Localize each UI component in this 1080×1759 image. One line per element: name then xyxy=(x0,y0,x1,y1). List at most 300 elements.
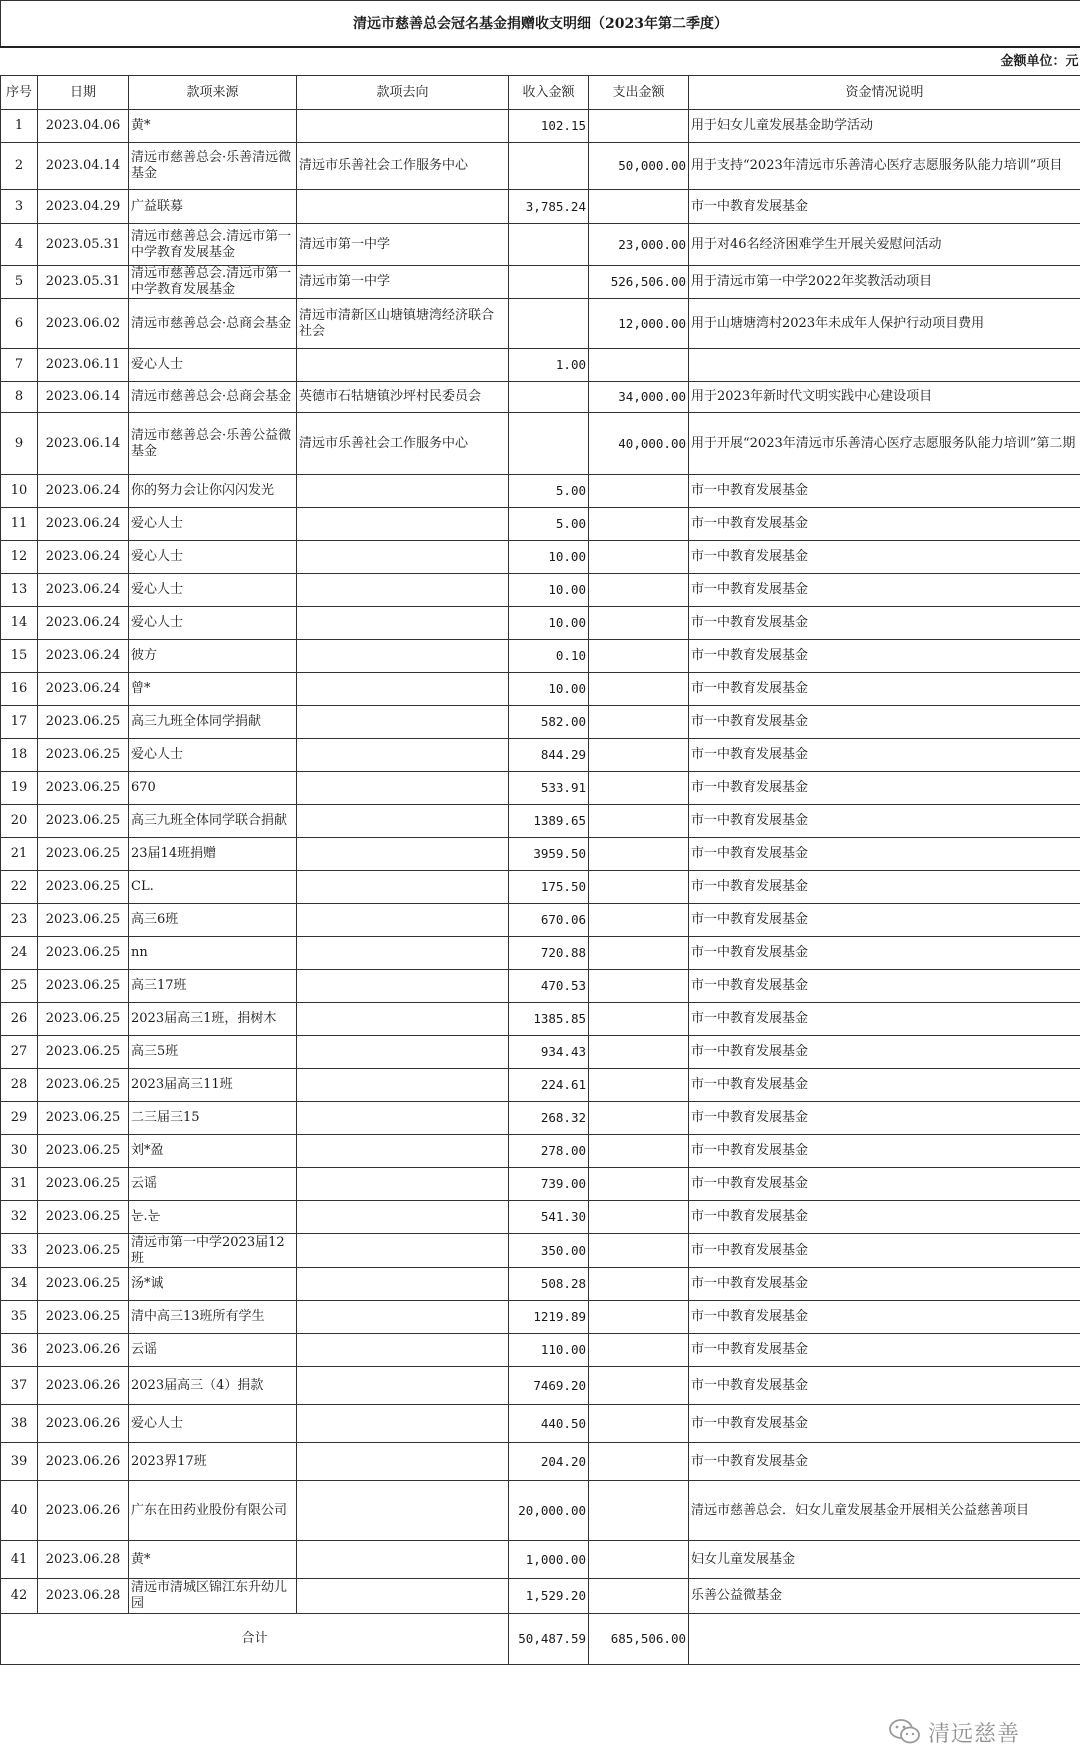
header-destination: 款项去向 xyxy=(297,76,509,110)
row-destination: 清远市第一中学 xyxy=(297,266,509,299)
row-notes: 市一中教育发展基金 xyxy=(689,1036,1080,1069)
table-row xyxy=(1,706,1080,739)
row-date: 2023.06.25 xyxy=(38,970,129,1003)
row-income: 440.50 xyxy=(509,1405,589,1443)
row-seq: 7 xyxy=(1,349,38,382)
row-expense xyxy=(589,541,689,574)
row-date: 2023.06.25 xyxy=(38,838,129,871)
row-income: 5.00 xyxy=(509,508,589,541)
row-expense xyxy=(589,871,689,904)
table-row xyxy=(1,1481,1080,1541)
row-destination xyxy=(297,475,509,508)
row-destination xyxy=(297,1579,509,1614)
row-destination xyxy=(297,541,509,574)
row-seq: 35 xyxy=(1,1301,38,1334)
row-seq: 3 xyxy=(1,190,38,224)
header-row xyxy=(1,76,1080,110)
row-expense xyxy=(589,937,689,970)
row-seq: 5 xyxy=(1,266,38,299)
row-source: 爱心人士 xyxy=(129,508,297,541)
row-seq: 27 xyxy=(1,1036,38,1069)
row-date: 2023.06.25 xyxy=(38,1301,129,1334)
total-notes xyxy=(689,1614,1080,1665)
row-expense xyxy=(589,1003,689,1036)
row-income: 0.10 xyxy=(509,640,589,673)
table-row xyxy=(1,1135,1080,1168)
row-date: 2023.06.25 xyxy=(38,871,129,904)
row-seq: 8 xyxy=(1,382,38,413)
row-notes: 市一中教育发展基金 xyxy=(689,1069,1080,1102)
total-label: 合计 xyxy=(1,1614,509,1665)
row-destination xyxy=(297,1405,509,1443)
row-notes: 市一中教育发展基金 xyxy=(689,1102,1080,1135)
row-seq: 41 xyxy=(1,1541,38,1579)
row-seq: 39 xyxy=(1,1443,38,1481)
row-seq: 30 xyxy=(1,1135,38,1168)
table-row xyxy=(1,805,1080,838)
row-income: 268.32 xyxy=(509,1102,589,1135)
row-expense xyxy=(589,1541,689,1579)
row-expense xyxy=(589,1036,689,1069)
row-source: 清远市慈善总会.清远市第一中学教育发展基金 xyxy=(129,224,297,266)
row-income: 934.43 xyxy=(509,1036,589,1069)
row-notes xyxy=(689,349,1080,382)
row-seq: 4 xyxy=(1,224,38,266)
row-destination xyxy=(297,349,509,382)
row-income: 20,000.00 xyxy=(509,1481,589,1541)
row-date: 2023.06.28 xyxy=(38,1579,129,1614)
table-row xyxy=(1,1102,1080,1135)
row-expense xyxy=(589,706,689,739)
row-expense xyxy=(589,739,689,772)
row-notes: 市一中教育发展基金 xyxy=(689,706,1080,739)
row-expense xyxy=(589,838,689,871)
row-source: 爱心人士 xyxy=(129,541,297,574)
watermark-text: 清远慈善 xyxy=(928,1721,1021,1747)
table-row xyxy=(1,838,1080,871)
row-expense: 50,000.00 xyxy=(589,143,689,190)
row-seq: 36 xyxy=(1,1334,38,1367)
row-seq: 19 xyxy=(1,772,38,805)
row-expense: 40,000.00 xyxy=(589,413,689,475)
row-income: 278.00 xyxy=(509,1135,589,1168)
row-date: 2023.06.11 xyxy=(38,349,129,382)
table-row xyxy=(1,607,1080,640)
table-row xyxy=(1,266,1080,299)
row-seq: 40 xyxy=(1,1481,38,1541)
row-notes: 市一中教育发展基金 xyxy=(689,871,1080,904)
row-source: 670 xyxy=(129,772,297,805)
row-source: 爱心人士 xyxy=(129,607,297,640)
row-seq: 32 xyxy=(1,1201,38,1234)
table-row xyxy=(1,1334,1080,1367)
row-source: 爱心人士 xyxy=(129,1405,297,1443)
row-income: 1389.65 xyxy=(509,805,589,838)
row-source: 你的努力会让你闪闪发光 xyxy=(129,475,297,508)
row-destination: 清远市第一中学 xyxy=(297,224,509,266)
row-seq: 13 xyxy=(1,574,38,607)
row-source: 清远市慈善总会·总商会基金 xyxy=(129,299,297,349)
row-notes: 市一中教育发展基金 xyxy=(689,190,1080,224)
row-date: 2023.06.26 xyxy=(38,1443,129,1481)
row-notes: 用于清远市第一中学2022年奖教活动项目 xyxy=(689,266,1080,299)
row-notes: 用于对46名经济困难学生开展关爱慰问活动 xyxy=(689,224,1080,266)
row-seq: 14 xyxy=(1,607,38,640)
row-destination xyxy=(297,1036,509,1069)
row-source: 高三5班 xyxy=(129,1036,297,1069)
header-notes: 资金情况说明 xyxy=(689,76,1080,110)
header-seq: 序号 xyxy=(1,76,38,110)
row-notes: 市一中教育发展基金 xyxy=(689,739,1080,772)
row-destination xyxy=(297,970,509,1003)
row-notes: 市一中教育发展基金 xyxy=(689,1367,1080,1405)
row-source: 23届14班捐赠 xyxy=(129,838,297,871)
row-expense xyxy=(589,1334,689,1367)
table-row xyxy=(1,382,1080,413)
row-seq: 2 xyxy=(1,143,38,190)
row-destination xyxy=(297,1541,509,1579)
row-destination xyxy=(297,1268,509,1301)
row-date: 2023.06.26 xyxy=(38,1367,129,1405)
row-source: 高三6班 xyxy=(129,904,297,937)
row-expense xyxy=(589,190,689,224)
row-date: 2023.06.25 xyxy=(38,1003,129,1036)
table-row xyxy=(1,541,1080,574)
row-expense xyxy=(589,1405,689,1443)
row-seq: 9 xyxy=(1,413,38,475)
row-income: 541.30 xyxy=(509,1201,589,1234)
table-row xyxy=(1,475,1080,508)
row-notes: 市一中教育发展基金 xyxy=(689,1334,1080,1367)
row-seq: 24 xyxy=(1,937,38,970)
unit-row xyxy=(1,47,1080,76)
row-source: 高三九班全体同学捐献 xyxy=(129,706,297,739)
row-notes: 市一中教育发展基金 xyxy=(689,574,1080,607)
row-income: 10.00 xyxy=(509,574,589,607)
row-source: 清远市第一中学2023届12班 xyxy=(129,1234,297,1268)
row-date: 2023.06.28 xyxy=(38,1541,129,1579)
row-date: 2023.06.25 xyxy=(38,1036,129,1069)
row-expense xyxy=(589,772,689,805)
table-row xyxy=(1,224,1080,266)
row-notes: 用于山塘塘湾村2023年未成年人保护行动项目费用 xyxy=(689,299,1080,349)
row-income: 720.88 xyxy=(509,937,589,970)
row-destination xyxy=(297,871,509,904)
row-seq: 37 xyxy=(1,1367,38,1405)
row-source: 2023届高三1班，捐树木 xyxy=(129,1003,297,1036)
table-row xyxy=(1,1367,1080,1405)
row-income: 102.15 xyxy=(509,110,589,143)
row-notes: 市一中教育发展基金 xyxy=(689,1168,1080,1201)
row-notes: 市一中教育发展基金 xyxy=(689,1201,1080,1234)
row-notes: 用于支持“2023年清远市乐善清心医疗志愿服务队能力培训”项目 xyxy=(689,143,1080,190)
header-source: 款项来源 xyxy=(129,76,297,110)
row-date: 2023.06.25 xyxy=(38,1102,129,1135)
row-destination xyxy=(297,838,509,871)
row-source: 清远市清城区锦江东升幼儿园 xyxy=(129,1579,297,1614)
row-income: 10.00 xyxy=(509,607,589,640)
table-row xyxy=(1,1541,1080,1579)
row-seq: 6 xyxy=(1,299,38,349)
row-seq: 38 xyxy=(1,1405,38,1443)
row-notes: 市一中教育发展基金 xyxy=(689,970,1080,1003)
row-destination xyxy=(297,739,509,772)
row-destination xyxy=(297,1168,509,1201)
row-destination xyxy=(297,1301,509,1334)
row-date: 2023.06.25 xyxy=(38,772,129,805)
row-notes: 市一中教育发展基金 xyxy=(689,772,1080,805)
row-source: 爱心人士 xyxy=(129,574,297,607)
row-income xyxy=(509,413,589,475)
row-destination xyxy=(297,772,509,805)
row-destination xyxy=(297,574,509,607)
row-income xyxy=(509,143,589,190)
table-row xyxy=(1,349,1080,382)
table-row xyxy=(1,574,1080,607)
row-income: 1.00 xyxy=(509,349,589,382)
row-destination: 清远市乐善社会工作服务中心 xyxy=(297,143,509,190)
row-date: 2023.06.25 xyxy=(38,1268,129,1301)
row-date: 2023.06.14 xyxy=(38,382,129,413)
row-date: 2023.06.25 xyxy=(38,937,129,970)
row-expense xyxy=(589,1481,689,1541)
row-date: 2023.04.14 xyxy=(38,143,129,190)
row-destination xyxy=(297,1102,509,1135)
row-source: 2023界17班 xyxy=(129,1443,297,1481)
row-notes: 市一中教育发展基金 xyxy=(689,1003,1080,1036)
row-destination xyxy=(297,1234,509,1268)
row-notes: 市一中教育发展基金 xyxy=(689,475,1080,508)
row-expense xyxy=(589,1443,689,1481)
row-source: 2023届高三（4）捐款 xyxy=(129,1367,297,1405)
row-seq: 31 xyxy=(1,1168,38,1201)
row-seq: 16 xyxy=(1,673,38,706)
total-expense: 685,506.00 xyxy=(589,1614,689,1665)
row-notes: 市一中教育发展基金 xyxy=(689,1234,1080,1268)
row-seq: 42 xyxy=(1,1579,38,1614)
row-notes: 市一中教育发展基金 xyxy=(689,508,1080,541)
row-seq: 17 xyxy=(1,706,38,739)
row-date: 2023.06.25 xyxy=(38,739,129,772)
row-income: 582.00 xyxy=(509,706,589,739)
row-destination xyxy=(297,937,509,970)
row-destination xyxy=(297,1135,509,1168)
row-destination xyxy=(297,1334,509,1367)
row-notes: 市一中教育发展基金 xyxy=(689,937,1080,970)
row-date: 2023.06.26 xyxy=(38,1481,129,1541)
row-income: 224.61 xyxy=(509,1069,589,1102)
row-seq: 1 xyxy=(1,110,38,143)
row-source: 清远市慈善总会·乐善清远微基金 xyxy=(129,143,297,190)
amount-unit: 金额单位：元 xyxy=(1,47,1080,76)
table-row xyxy=(1,937,1080,970)
row-seq: 34 xyxy=(1,1268,38,1301)
row-expense xyxy=(589,349,689,382)
row-date: 2023.06.25 xyxy=(38,706,129,739)
table-row xyxy=(1,1201,1080,1234)
table-row xyxy=(1,640,1080,673)
row-expense xyxy=(589,607,689,640)
row-source: 清远市慈善总会.清远市第一中学教育发展基金 xyxy=(129,266,297,299)
row-source: 清远市慈善总会·总商会基金 xyxy=(129,382,297,413)
row-notes: 市一中教育发展基金 xyxy=(689,1405,1080,1443)
row-source: 云谣 xyxy=(129,1168,297,1201)
row-expense xyxy=(589,475,689,508)
row-source: 彼方 xyxy=(129,640,297,673)
row-destination: 清远市清新区山塘镇塘湾经济联合社会 xyxy=(297,299,509,349)
row-destination xyxy=(297,1003,509,1036)
row-destination xyxy=(297,1443,509,1481)
row-seq: 33 xyxy=(1,1234,38,1268)
table-row xyxy=(1,871,1080,904)
table-row xyxy=(1,1168,1080,1201)
row-expense xyxy=(589,970,689,1003)
row-notes: 用于妇女儿童发展基金助学活动 xyxy=(689,110,1080,143)
row-destination xyxy=(297,805,509,838)
row-source: 广东在田药业股份有限公司 xyxy=(129,1481,297,1541)
header-date: 日期 xyxy=(38,76,129,110)
row-date: 2023.06.25 xyxy=(38,805,129,838)
table-row xyxy=(1,1443,1080,1481)
table-row xyxy=(1,1268,1080,1301)
row-source: 汤*诚 xyxy=(129,1268,297,1301)
header-expense: 支出金额 xyxy=(589,76,689,110)
row-source: 云谣 xyxy=(129,1334,297,1367)
row-income: 3959.50 xyxy=(509,838,589,871)
row-notes: 用于2023年新时代文明实践中心建设项目 xyxy=(689,382,1080,413)
row-source: 清远市慈善总会·乐善公益微基金 xyxy=(129,413,297,475)
row-income: 1,529.20 xyxy=(509,1579,589,1614)
watermark xyxy=(888,1712,1078,1752)
table-row xyxy=(1,1301,1080,1334)
row-date: 2023.06.24 xyxy=(38,607,129,640)
row-date: 2023.06.24 xyxy=(38,574,129,607)
row-destination xyxy=(297,607,509,640)
table-row xyxy=(1,739,1080,772)
row-destination xyxy=(297,706,509,739)
total-income: 50,487.59 xyxy=(509,1614,589,1665)
row-destination xyxy=(297,673,509,706)
row-income: 1,000.00 xyxy=(509,1541,589,1579)
row-income: 3,785.24 xyxy=(509,190,589,224)
row-source: CL. xyxy=(129,871,297,904)
row-seq: 22 xyxy=(1,871,38,904)
row-notes: 市一中教育发展基金 xyxy=(689,838,1080,871)
row-seq: 28 xyxy=(1,1069,38,1102)
row-notes: 市一中教育发展基金 xyxy=(689,1268,1080,1301)
row-expense xyxy=(589,1301,689,1334)
row-expense xyxy=(589,110,689,143)
row-date: 2023.06.14 xyxy=(38,413,129,475)
row-expense: 34,000.00 xyxy=(589,382,689,413)
row-expense xyxy=(589,1268,689,1301)
row-notes: 市一中教育发展基金 xyxy=(689,673,1080,706)
row-seq: 12 xyxy=(1,541,38,574)
table-row xyxy=(1,110,1080,143)
table-row xyxy=(1,1069,1080,1102)
row-income: 175.50 xyxy=(509,871,589,904)
row-notes: 用于开展“2023年清远市乐善清心医疗志愿服务队能力培训”第二期 xyxy=(689,413,1080,475)
row-expense xyxy=(589,1367,689,1405)
row-expense xyxy=(589,1579,689,1614)
row-income: 508.28 xyxy=(509,1268,589,1301)
table-row xyxy=(1,1405,1080,1443)
page-title: 清远市慈善总会冠名基金捐赠收支明细（2023年第二季度） xyxy=(1,1,1080,48)
row-source: 刘*盈 xyxy=(129,1135,297,1168)
row-notes: 市一中教育发展基金 xyxy=(689,904,1080,937)
row-destination xyxy=(297,640,509,673)
row-expense xyxy=(589,574,689,607)
row-income: 670.06 xyxy=(509,904,589,937)
row-expense: 23,000.00 xyxy=(589,224,689,266)
wechat-icon xyxy=(888,1717,922,1747)
row-notes: 市一中教育发展基金 xyxy=(689,805,1080,838)
row-source: 黄* xyxy=(129,110,297,143)
row-source: 黄* xyxy=(129,1541,297,1579)
row-income xyxy=(509,382,589,413)
row-expense xyxy=(589,1069,689,1102)
row-source: 爱心人士 xyxy=(129,739,297,772)
row-income: 844.29 xyxy=(509,739,589,772)
row-date: 2023.06.24 xyxy=(38,508,129,541)
row-source: 广益联募 xyxy=(129,190,297,224)
row-notes: 市一中教育发展基金 xyxy=(689,541,1080,574)
table-row xyxy=(1,299,1080,349)
row-date: 2023.04.29 xyxy=(38,190,129,224)
row-expense: 12,000.00 xyxy=(589,299,689,349)
table-row xyxy=(1,143,1080,190)
row-destination: 清远市乐善社会工作服务中心 xyxy=(297,413,509,475)
row-seq: 15 xyxy=(1,640,38,673)
row-notes: 市一中教育发展基金 xyxy=(689,640,1080,673)
row-expense xyxy=(589,805,689,838)
row-date: 2023.06.26 xyxy=(38,1405,129,1443)
row-notes: 市一中教育发展基金 xyxy=(689,607,1080,640)
row-destination xyxy=(297,1481,509,1541)
row-income: 533.91 xyxy=(509,772,589,805)
row-date: 2023.06.25 xyxy=(38,1168,129,1201)
row-notes: 市一中教育发展基金 xyxy=(689,1135,1080,1168)
table-row xyxy=(1,1036,1080,1069)
row-date: 2023.05.31 xyxy=(38,224,129,266)
row-expense xyxy=(589,904,689,937)
row-destination: 英德市石牯塘镇沙坪村民委员会 xyxy=(297,382,509,413)
row-notes: 市一中教育发展基金 xyxy=(689,1301,1080,1334)
row-expense: 526,506.00 xyxy=(589,266,689,299)
row-expense xyxy=(589,1201,689,1234)
table-row xyxy=(1,673,1080,706)
row-date: 2023.06.26 xyxy=(38,1334,129,1367)
row-notes: 市一中教育发展基金 xyxy=(689,1443,1080,1481)
row-destination xyxy=(297,190,509,224)
row-date: 2023.06.24 xyxy=(38,673,129,706)
row-source: 二三届三15 xyxy=(129,1102,297,1135)
row-income: 204.20 xyxy=(509,1443,589,1481)
table-row xyxy=(1,190,1080,224)
row-income: 5.00 xyxy=(509,475,589,508)
row-income: 1219.89 xyxy=(509,1301,589,1334)
table-row xyxy=(1,772,1080,805)
row-seq: 23 xyxy=(1,904,38,937)
table-row xyxy=(1,1234,1080,1268)
row-date: 2023.06.25 xyxy=(38,1234,129,1268)
row-seq: 18 xyxy=(1,739,38,772)
row-destination xyxy=(297,1367,509,1405)
row-source: 高三17班 xyxy=(129,970,297,1003)
row-notes: 清远市慈善总会．妇女儿童发展基金开展相关公益慈善项目 xyxy=(689,1481,1080,1541)
row-source: 曾* xyxy=(129,673,297,706)
row-date: 2023.06.24 xyxy=(38,541,129,574)
